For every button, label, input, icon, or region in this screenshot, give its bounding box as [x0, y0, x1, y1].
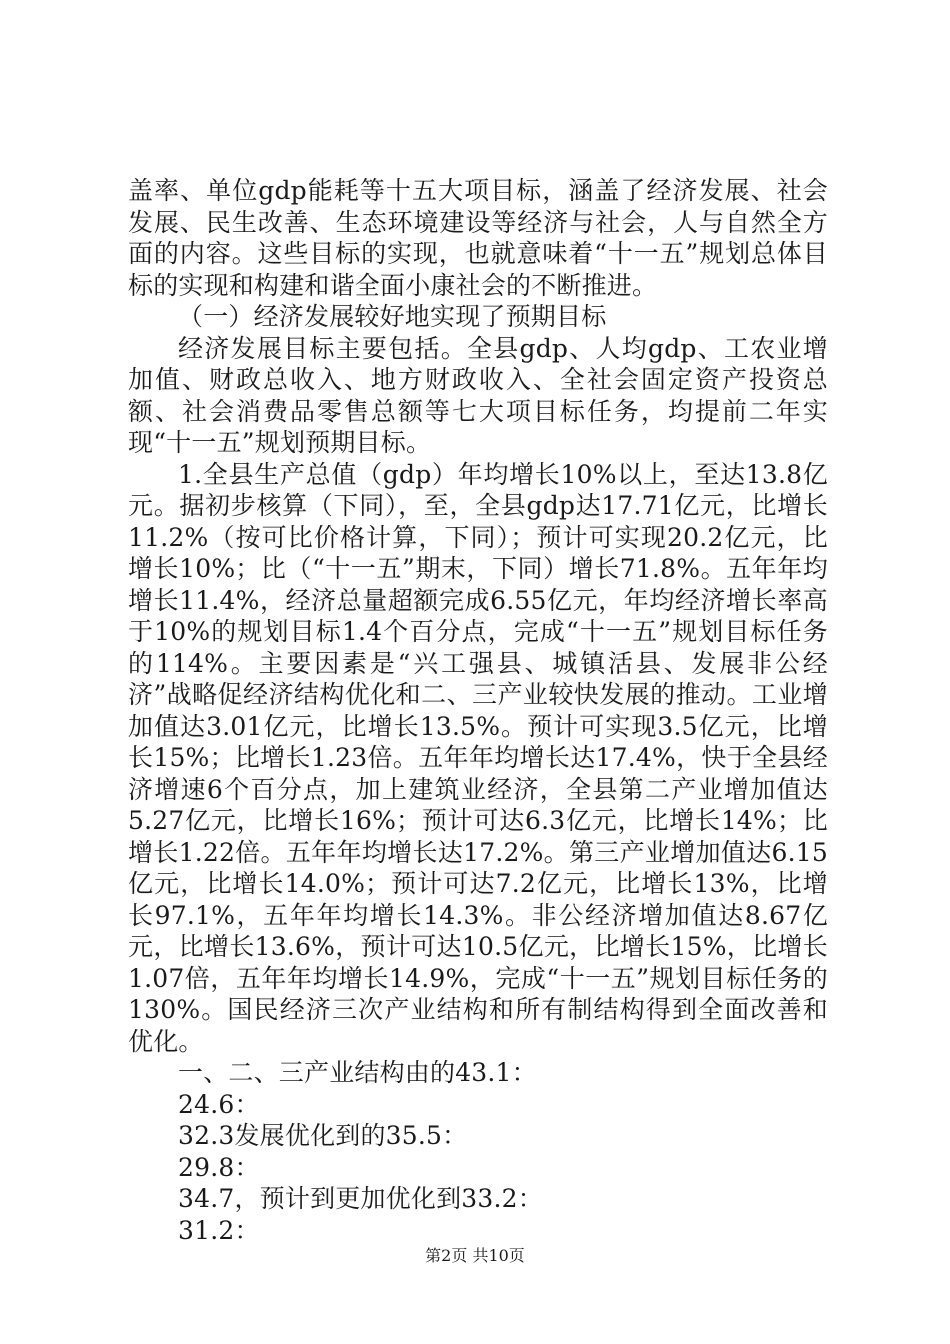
ratio-line: 29.8：: [178, 1152, 260, 1182]
ratio-line: 24.6：: [178, 1089, 260, 1119]
paragraph-1: 盖率、单位gdp能耗等十五大项目标，涵盖了经济发展、社会发展、民生改善、生态环境建设等经济与社会，人与自然全方面的内容。这些目标的实现，也就意味着“十一五”规划总体目标的实现和构建和谐全面小康社会的不断推进。: [128, 176, 828, 300]
ratio-line: 34.7，预计到更加优化到33.2：: [178, 1184, 543, 1213]
ratio-line: 32.3发展优化到的35.5：: [178, 1121, 468, 1150]
document-body: [128, 175, 828, 1246]
ratio-line: 31.2：: [178, 1215, 260, 1245]
paragraph-3: 1.全县生产总值（gdp）年均增长10%以上，至达13.8亿元。据初步核算（下同），至，全县gdp达17.71亿元，比增长11.2%（按可比价格计算，下同）；预计可实现20.2亿元，比增长10%；比（“十一五”期末，下同）增长71.8%。五年年均增长11.4%，经济总量超额完成6.55亿元，年均经济增长率高于10%的规划目标1.4个百分点，完成“十一五”规划目标任务的114%。主要因素是“兴工强县、城镇活县、发展非公经济”战略促经济结构优化和二、三产业较快发展的推动。工业增加值达3.01亿元，比增长13.5%。预计可实现3.5亿元，比增长15%；比增长1.23倍。五年年均增长达17.4%，快于全县经济增速6个百分点，加上建筑业经济，全县第二产业增加值达5.27亿元，比增长16%；预计可达6.3亿元，比增长14%；比增长1.22倍。五年年均增长达17.2%。第三产业增加值达6.15亿元，比增长14.0%；预计可达7.2亿元，比增长13%，比增长97.1%，五年年均增长14.3%。非公经济增加值达8.67亿元，比增长13.6%，预计可达10.5亿元，比增长15%，比增长1.07倍，五年年均增长14.9%，完成“十一五”规划目标任务的130%。国民经济三次产业结构和所有制结构得到全面改善和优化。: [128, 459, 828, 1056]
paragraph-2: 经济发展目标主要包括。全县gdp、人均gdp、工农业增加值、财政总收入、地方财政收入、全社会固定资产投资总额、社会消费品零售总额等七大项目标任务，均提前二年实现“十一五”规划预期目标。: [128, 333, 828, 457]
ratio-line: 一、二、三产业结构由的43.1：: [178, 1058, 537, 1087]
section-heading: （一）经济发展较好地实现了预期目标: [178, 302, 607, 331]
page-number-footer: 第2页 共10页: [425, 1246, 525, 1265]
